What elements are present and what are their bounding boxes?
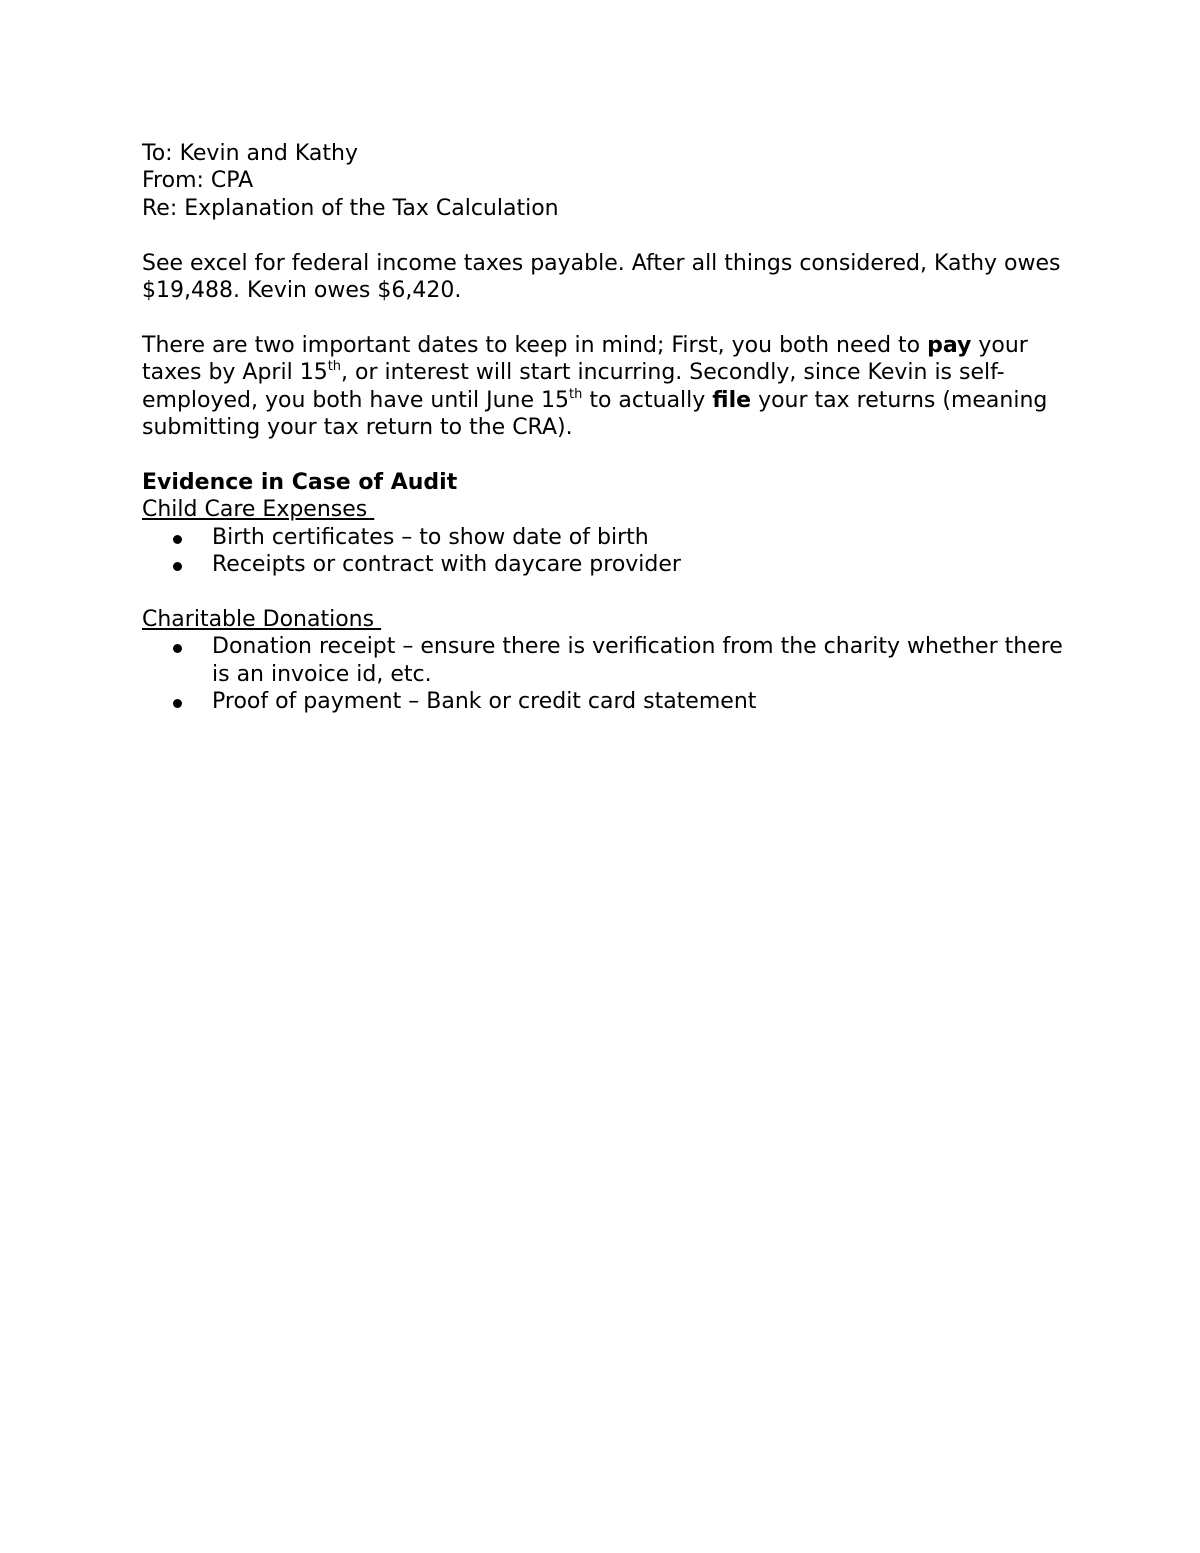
spacer bbox=[142, 304, 1072, 331]
ordinal-suffix: th bbox=[327, 359, 342, 375]
evidence-heading: Evidence in Case of Audit bbox=[142, 469, 458, 495]
dates-text-4: to actually bbox=[582, 387, 713, 413]
child-care-list bbox=[142, 524, 1072, 579]
memo-subject: Re: Explanation of the Tax Calculation bbox=[142, 195, 559, 221]
child-care-heading: Child Care Expenses bbox=[142, 497, 375, 523]
charitable-heading: Charitable Donations bbox=[142, 606, 382, 632]
dates-text-2: your taxes by April 15 bbox=[142, 332, 1028, 386]
spacer bbox=[142, 222, 1072, 249]
charitable-list bbox=[142, 633, 1072, 715]
bullet-icon bbox=[173, 562, 182, 571]
file-emphasis: file bbox=[712, 387, 752, 413]
important-dates-paragraph bbox=[142, 332, 1057, 442]
dates-text-3: , or interest will start incurring. Secondly, since Kevin is self-employed, you both have until June 15 bbox=[142, 360, 1005, 413]
bullet-icon bbox=[173, 644, 182, 653]
memo-document bbox=[142, 140, 1072, 715]
bullet-icon bbox=[173, 699, 182, 708]
memo-from: From: CPA bbox=[142, 168, 254, 194]
dates-text-5: your tax returns (meaning submitting your tax return to the CRA). bbox=[142, 387, 1048, 441]
spacer bbox=[142, 578, 1072, 605]
dates-text-1: There are two important dates to keep in mind; First, you both need to bbox=[142, 332, 928, 358]
list-item: Receipts or contract with daycare provider bbox=[142, 551, 1072, 578]
list-item: Donation receipt – ensure there is verification from the charity whether there is an invoice id, etc. bbox=[142, 633, 1072, 688]
tax-summary-paragraph: See excel for federal income taxes payable. After all things considered, Kathy owes $19,488. Kevin owes $6,420. bbox=[142, 250, 1061, 304]
spacer bbox=[142, 441, 1072, 468]
ordinal-suffix: th bbox=[569, 386, 583, 402]
memo-to: To: Kevin and Kathy bbox=[142, 141, 358, 166]
pay-emphasis: pay bbox=[927, 332, 972, 358]
list-item: Proof of payment – Bank or credit card statement bbox=[142, 688, 1072, 715]
bullet-icon bbox=[173, 535, 182, 544]
list-item: Birth certificates – to show date of birth bbox=[142, 524, 1072, 551]
